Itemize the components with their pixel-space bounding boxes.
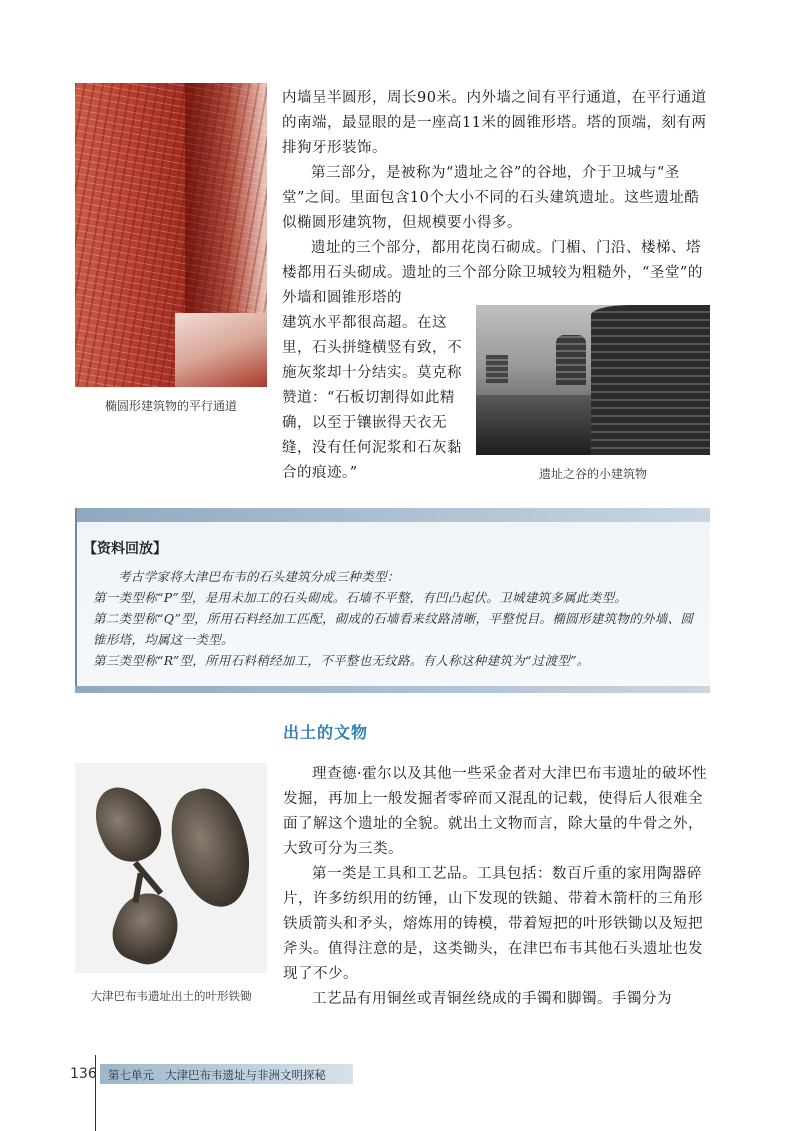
photo-caption: 遗址之谷的小建筑物 <box>538 467 647 481</box>
box-left-bar <box>75 508 77 693</box>
photo-floor <box>175 313 267 387</box>
small-tower <box>556 335 586 385</box>
box-line: 第一类型称“P”型，是用未加工的石头砌成。石墙不平整，有凹凸起伏。卫城建筑多属此类型。 <box>93 590 628 605</box>
box-line: 第二类型称“Q”型，所用石料经加工匹配，砌成的石墙看来纹路清晰，平整悦目。椭圆形建筑物的外墙、圆锥形塔，均属这一类型。 <box>93 611 694 647</box>
box-line: 第三类型称“R”型，所用石料稍经加工，不平整也无纹路。有人称这种建筑为“过渡型”。 <box>93 653 590 668</box>
box-line: 考古学家将大津巴布韦的石头建筑分成三种类型： <box>118 569 400 584</box>
hoe-blade <box>105 885 187 972</box>
hoe-blade <box>161 781 262 916</box>
parallel-passage-photo <box>75 83 267 387</box>
hoe-blade <box>82 775 173 873</box>
valley-buildings-photo <box>476 305 710 455</box>
box-top-bar <box>75 508 710 522</box>
running-footer <box>108 1067 326 1083</box>
paragraph: 工艺品有用铜丝或青铜丝绕成的手镯和脚镯。手镯分为 <box>312 991 672 1007</box>
paragraph: 内墙呈半圆形，周长90米。内外墙之间有平行通道，在平行通道的南端，最显眼的是一座高11米的圆锥形塔。塔的顶端，刻有两排狗牙形装饰。 <box>282 90 707 156</box>
section-heading: 出土的文物 <box>283 723 369 742</box>
paragraph: 理查德·霍尔以及其他一些采金者对大津巴布韦遗址的破坏性发掘，再加上一般发掘者零碎而又混乱的记载，使得后人很难全面了解这个遗址的全貌。就出土文物而言，除大量的牛骨之外，大致可分为三类。 <box>283 766 708 857</box>
paragraph: 第一类是工具和工艺品。工具包括：数百斤重的家用陶器碎片，许多纺织用的纺锤，山下发现的铁鎚、带着木箭杆的三角形铁质箭头和矛头，熔炼用的铸模，带着短把的叶形铁锄以及短把斧头。值得注意的是，这类锄头，在津巴布韦其他石头遗址也发现了不少。 <box>283 866 703 982</box>
ziliao-box <box>75 508 710 693</box>
body-text-top <box>282 86 712 311</box>
box-bottom-bar <box>75 686 710 693</box>
box-title: 【资料回放】 <box>83 541 167 557</box>
paragraph: 建筑水平都很高超。在这里，石头拼缝横竖有致，不施灰浆却十分结实。莫克称赞道：“石板切割得如此精确，以至于镶嵌得天衣无缝，没有任何泥浆和石灰黏合的痕迹。” <box>282 315 462 481</box>
paragraph: 第三部分，是被称为“遗址之谷”的谷地，介于卫城与“圣堂”之间。里面包含10个大小不同的石头建筑遗址。这些遗址酷似椭圆形建筑物，但规模要小得多。 <box>282 165 700 231</box>
paragraph: 遗址的三个部分，都用花岗石砌成。门楣、门沿、楼梯、塔楼都用石头砌成。遗址的三个部分除卫城较为粗糙外，“圣堂”的外墙和圆锥形塔的 <box>282 240 703 306</box>
photo-caption: 椭圆形建筑物的平行通道 <box>104 399 237 413</box>
photo-caption: 大津巴布韦遗址出土的叶形铁锄 <box>90 989 252 1003</box>
unit-title: 大津巴布韦遗址与非洲文明探秘 <box>164 1068 326 1082</box>
page-number: 136 <box>70 1066 97 1082</box>
body-text-bottom <box>283 762 711 1012</box>
stone-tower <box>591 305 710 455</box>
box-text <box>93 566 705 671</box>
small-tower <box>486 355 508 383</box>
body-text-wrap <box>282 311 467 486</box>
iron-hoe-photo <box>75 763 267 973</box>
unit-label: 第七单元 <box>108 1068 154 1082</box>
